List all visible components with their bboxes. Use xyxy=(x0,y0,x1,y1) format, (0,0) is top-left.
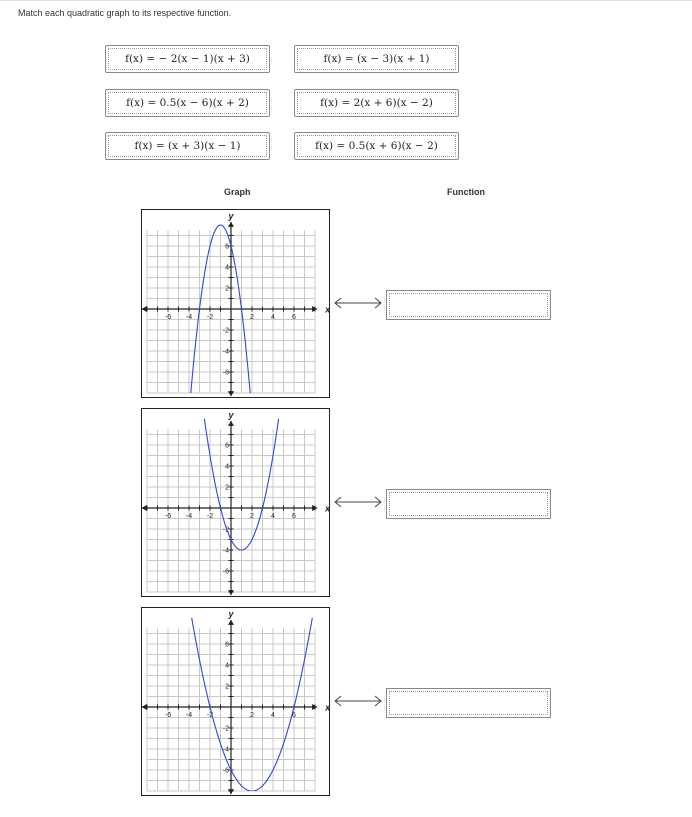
x-tick-label: -2 xyxy=(206,314,214,321)
double-arrow-icon xyxy=(333,695,383,707)
choice-tile[interactable] xyxy=(294,89,459,117)
graph-panel-3 xyxy=(141,607,330,796)
double-arrow-icon xyxy=(333,496,383,508)
x-tick-label: -4 xyxy=(185,513,193,520)
axis-arrowhead xyxy=(228,222,234,227)
x-tick-label: -6 xyxy=(164,513,172,520)
axis-arrowhead xyxy=(142,306,147,312)
y-tick-label: 2 xyxy=(225,285,229,293)
x-tick-label: 6 xyxy=(292,314,296,321)
choice-tile[interactable] xyxy=(294,45,459,73)
choice-label: f(x) = 2(x + 6)(x − 2) xyxy=(320,97,433,109)
y-tick-label: -4 xyxy=(222,746,229,754)
choice-label: f(x) = − 2(x − 1)(x + 3) xyxy=(125,53,250,65)
x-tick-label: -6 xyxy=(164,314,172,321)
y-axis-label: y xyxy=(228,608,234,619)
graph-column-header: Graph xyxy=(224,187,251,197)
top-divider xyxy=(0,0,692,1)
x-tick-label: 2 xyxy=(250,712,254,719)
y-tick-label: 2 xyxy=(225,484,229,492)
function-drop-target-2[interactable] xyxy=(386,489,551,519)
y-tick-label: -4 xyxy=(222,348,229,356)
y-tick-label: 2 xyxy=(225,683,229,691)
y-tick-label: 6 xyxy=(225,442,229,450)
parabola-plot xyxy=(142,608,329,795)
y-tick-label: -2 xyxy=(222,327,229,335)
y-axis-label: y xyxy=(228,409,234,420)
choice-label: f(x) = (x + 3)(x − 1) xyxy=(134,140,241,152)
axis-arrowhead xyxy=(228,391,234,396)
function-column-header: Function xyxy=(447,187,485,197)
choice-tile[interactable] xyxy=(294,132,459,160)
y-tick-label: -6 xyxy=(222,568,229,576)
axis-arrowhead xyxy=(228,620,234,625)
x-tick-label: -2 xyxy=(206,712,214,719)
x-axis-label: x xyxy=(325,503,331,514)
x-axis-label: x xyxy=(325,702,331,713)
axis-arrowhead xyxy=(142,704,147,710)
choice-tile[interactable] xyxy=(105,89,270,117)
y-tick-label: -4 xyxy=(222,547,229,555)
instructions-text: Match each quadratic graph to its respective function. xyxy=(18,8,232,18)
choice-label: f(x) = (x − 3)(x + 1) xyxy=(323,53,430,65)
x-tick-label: 4 xyxy=(271,314,275,321)
graph-panel-1 xyxy=(141,209,330,398)
choice-label: f(x) = 0.5(x + 6)(x − 2) xyxy=(315,140,438,152)
y-tick-label: 4 xyxy=(225,463,229,471)
graph-panel-2 xyxy=(141,408,330,597)
y-tick-label: -6 xyxy=(222,767,229,775)
y-tick-label: 4 xyxy=(225,264,229,272)
x-tick-label: 4 xyxy=(271,513,275,520)
y-tick-label: -2 xyxy=(222,725,229,733)
y-tick-label: -6 xyxy=(222,369,229,377)
x-tick-label: -4 xyxy=(185,314,193,321)
y-tick-label: 6 xyxy=(225,641,229,649)
function-drop-target-3[interactable] xyxy=(386,688,551,718)
x-tick-label: 6 xyxy=(292,712,296,719)
choice-tile[interactable] xyxy=(105,132,270,160)
choice-tile[interactable] xyxy=(105,45,270,73)
x-tick-label: -4 xyxy=(185,712,193,719)
y-tick-label: 4 xyxy=(225,662,229,670)
x-tick-label: 2 xyxy=(250,314,254,321)
x-tick-label: -6 xyxy=(164,712,172,719)
parabola-plot xyxy=(142,210,329,397)
axis-arrowhead xyxy=(228,789,234,794)
axis-arrowhead xyxy=(142,505,147,511)
y-tick-label: -2 xyxy=(222,526,229,534)
double-arrow-icon xyxy=(333,297,383,309)
x-tick-label: 2 xyxy=(250,513,254,520)
x-tick-label: 6 xyxy=(292,513,296,520)
axis-arrowhead xyxy=(228,590,234,595)
y-axis-label: y xyxy=(228,210,234,221)
x-tick-label: -2 xyxy=(206,513,214,520)
axis-arrowhead xyxy=(228,421,234,426)
x-axis-label: x xyxy=(325,304,331,315)
parabola-plot xyxy=(142,409,329,596)
y-tick-label: 6 xyxy=(225,243,229,251)
x-tick-label: 4 xyxy=(271,712,275,719)
choice-label: f(x) = 0.5(x − 6)(x + 2) xyxy=(126,97,249,109)
function-drop-target-1[interactable] xyxy=(386,290,551,320)
